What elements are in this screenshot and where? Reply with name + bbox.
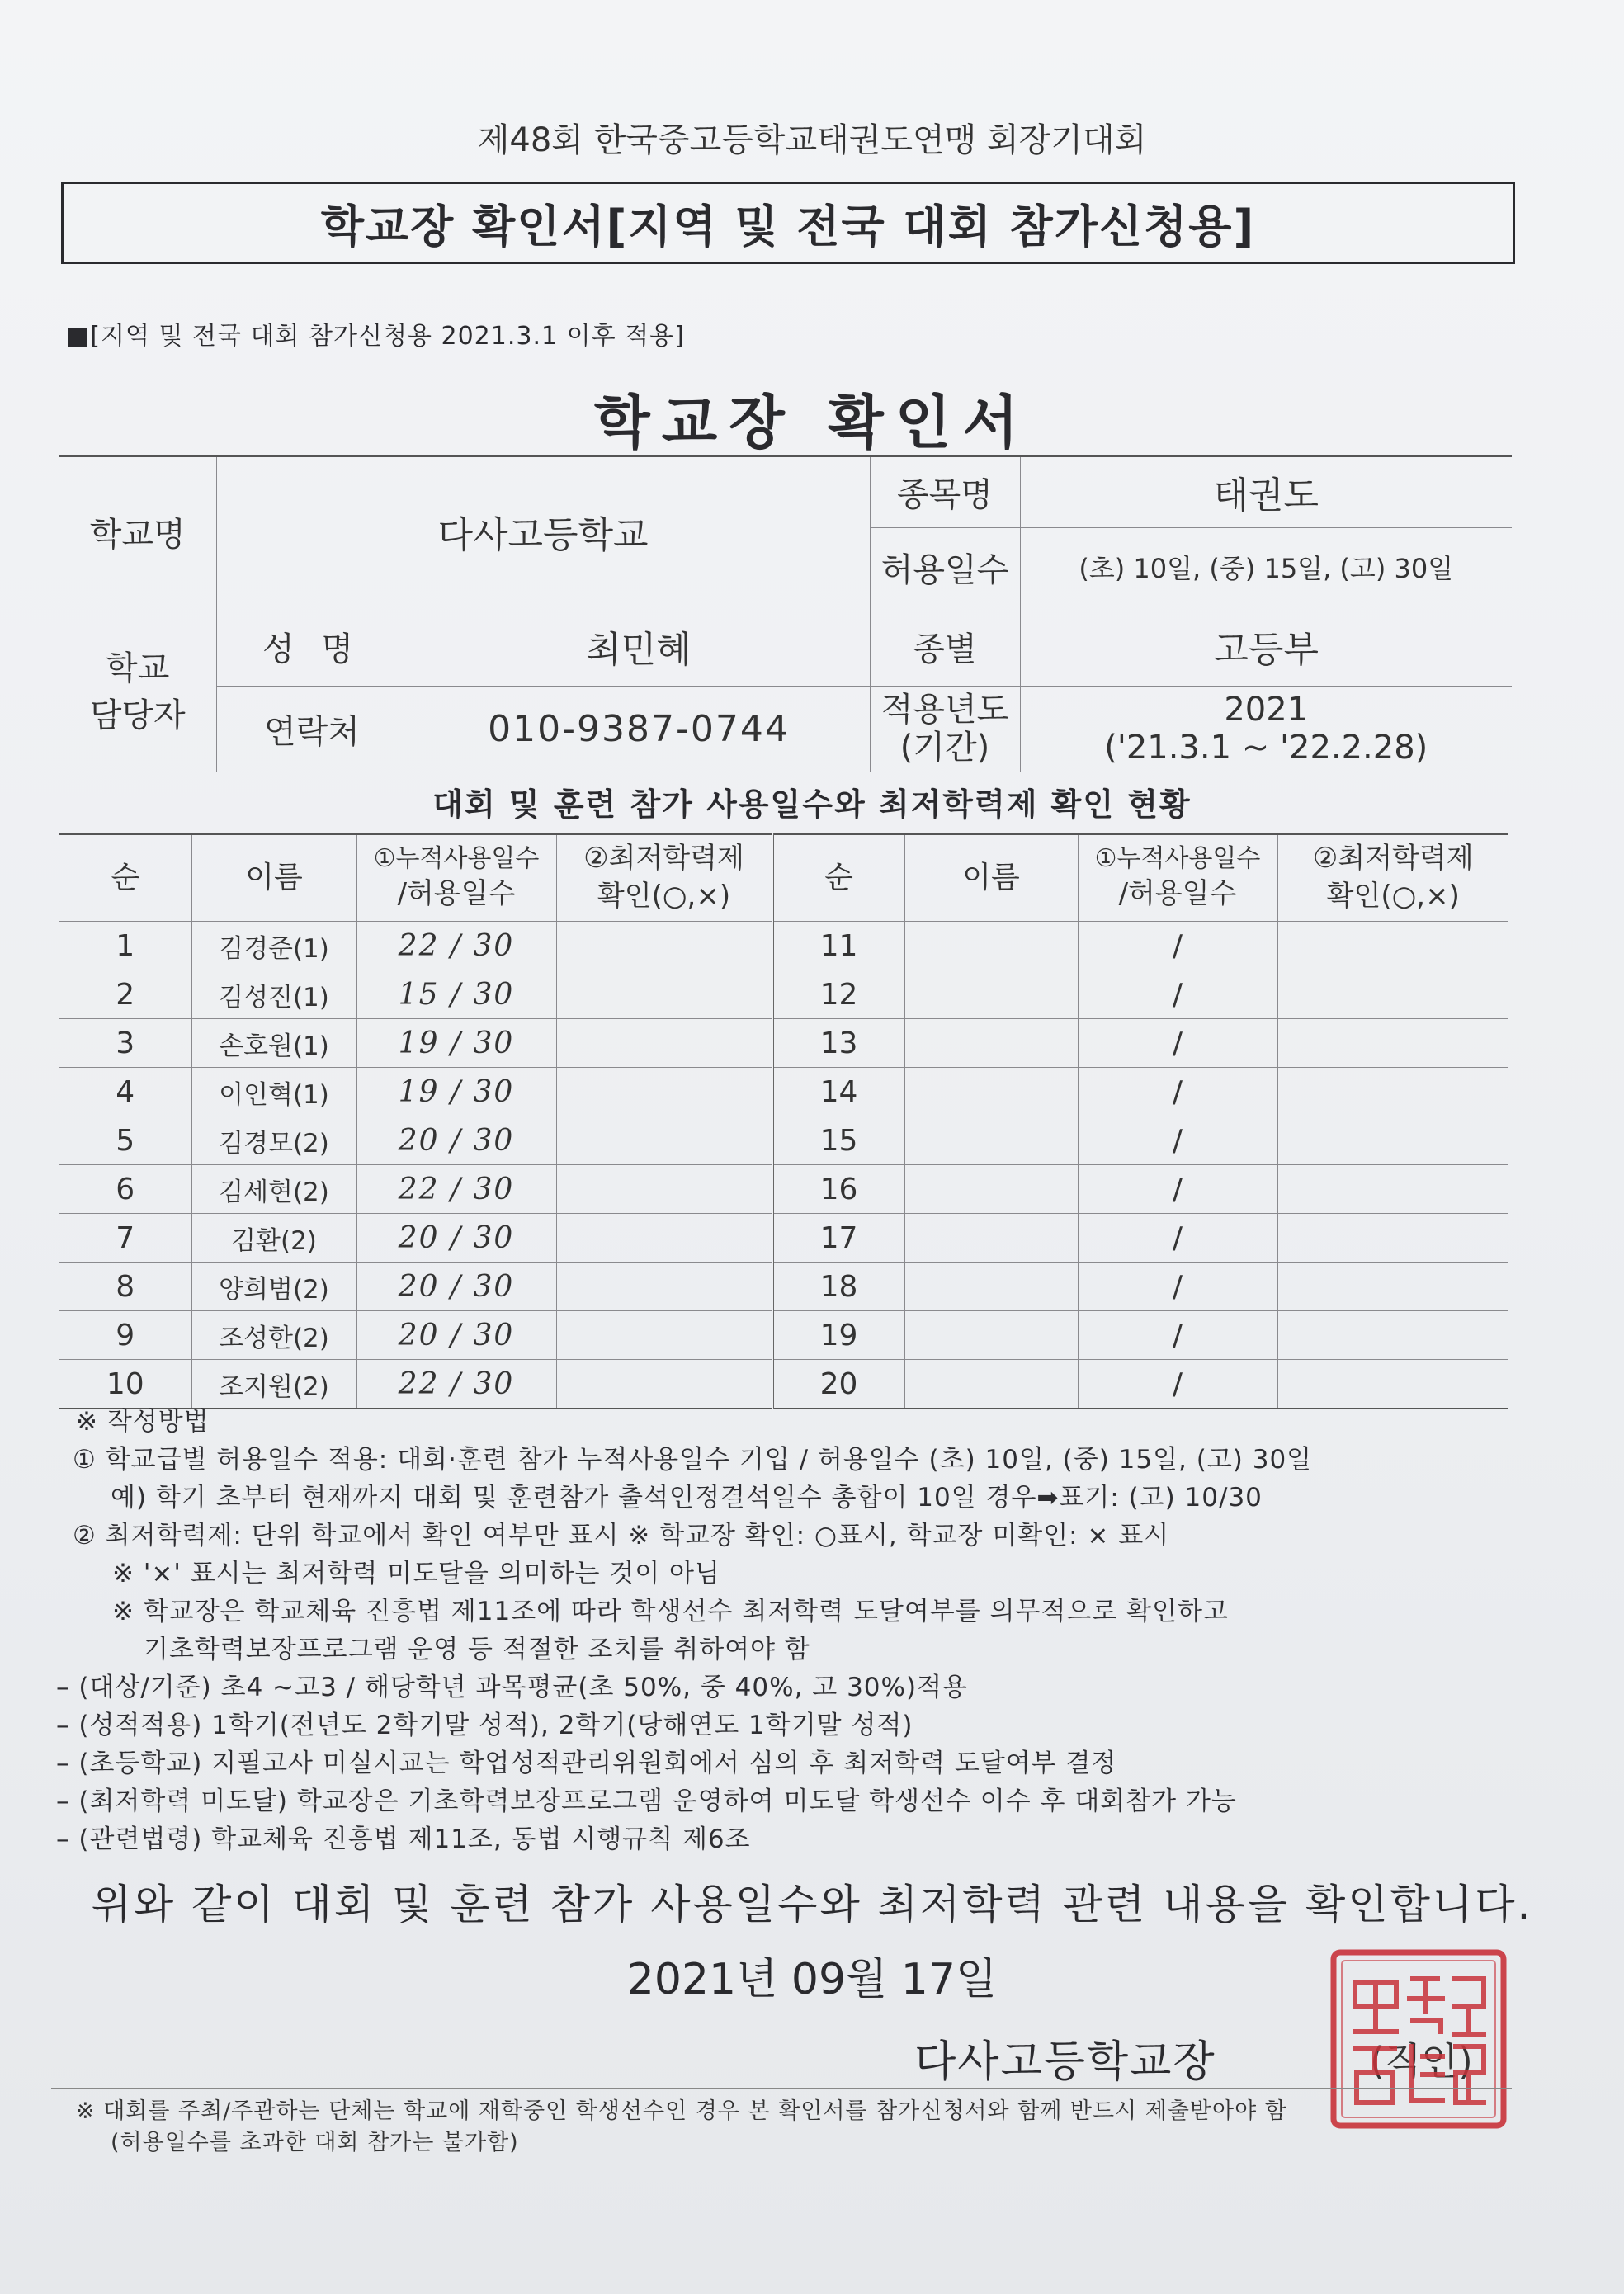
row-number: 3 bbox=[59, 1019, 191, 1068]
days-used: / bbox=[1078, 1263, 1277, 1311]
grade-check bbox=[1277, 1116, 1508, 1165]
table-row bbox=[59, 1311, 1508, 1360]
athlete-name: 조지원(2) bbox=[191, 1360, 356, 1409]
days-used: 20 / 30 bbox=[356, 1116, 556, 1165]
days-used: 20 / 30 bbox=[356, 1311, 556, 1360]
header-no-left: 순 bbox=[59, 834, 191, 922]
athlete-name: 김경준(1) bbox=[191, 922, 356, 970]
grade-check bbox=[1277, 970, 1508, 1019]
header-days-left bbox=[356, 834, 556, 922]
footnote bbox=[76, 2096, 1287, 2159]
header-grade-line1: ②최저학력제 bbox=[1312, 842, 1474, 876]
footnote-line: ※ 대회를 주최/주관하는 단체는 학교에 재학중인 학생선수인 경우 본 확인서를 참가신청서와 함께 반드시 제출받아야 함 bbox=[76, 2098, 1287, 2124]
athlete-name bbox=[904, 1360, 1078, 1409]
row-number: 4 bbox=[59, 1068, 191, 1116]
row-number: 15 bbox=[772, 1116, 904, 1165]
days-used: / bbox=[1078, 1019, 1277, 1068]
athlete-name: 김성진(1) bbox=[191, 970, 356, 1019]
header-grade-line1: ②최저학력제 bbox=[583, 842, 744, 876]
days-used: 20 / 30 bbox=[356, 1263, 556, 1311]
instruction-line: – (대상/기준) 초4 ~고3 / 해당학년 과목평균(초 50%, 중 40%, 고 30%)적용 bbox=[56, 1673, 968, 1702]
footnote-line: (허용일수를 초과한 대회 참가는 불가함) bbox=[111, 2130, 519, 2155]
name-label: 성 명 bbox=[216, 607, 408, 686]
days-used: / bbox=[1078, 1360, 1277, 1409]
days-used: / bbox=[1078, 922, 1277, 970]
instruction-line: ※ '×' 표시는 최저학력 미도달을 의미하는 것이 아님 bbox=[112, 1559, 720, 1588]
athlete-name: 김환(2) bbox=[191, 1214, 356, 1263]
seal-mark-label: (직인) bbox=[1370, 2039, 1473, 2084]
grade-check bbox=[556, 1116, 772, 1165]
instruction-line: – (최저학력 미도달) 학교장은 기초학력보장프로그램 운영하여 미도달 학생선수 이수 후 대회참가 가능 bbox=[56, 1787, 1237, 1816]
row-number: 8 bbox=[59, 1263, 191, 1311]
instruction-line: ① 학교급별 허용일수 적용: 대회·훈련 참가 누적사용일수 기입 / 허용일수 (초) 10일, (중) 15일, (고) 30일 bbox=[73, 1445, 1313, 1475]
athlete-name bbox=[904, 1311, 1078, 1360]
athlete-name: 손호원(1) bbox=[191, 1019, 356, 1068]
issue-date: 2021년 09월 17일 bbox=[626, 1955, 998, 2004]
row-number: 11 bbox=[772, 922, 904, 970]
header-grade-right bbox=[1277, 834, 1508, 922]
header-days-line2: /허용일수 bbox=[1118, 877, 1237, 911]
instruction-line: 예) 학기 초부터 현재까지 대회 및 훈련참가 출석인정결석일수 총합이 10일 경우➡표기: (고) 10/30 bbox=[111, 1483, 1263, 1513]
year-value-line2: ('21.3.1 ~ '22.2.28) bbox=[1104, 729, 1428, 767]
school-name-value: 다사고등학교 bbox=[216, 456, 870, 607]
athlete-name: 조성한(2) bbox=[191, 1311, 356, 1360]
year-value bbox=[1020, 686, 1512, 772]
row-number: 7 bbox=[59, 1214, 191, 1263]
instruction-line: – (초등학교) 지필고사 미실시교는 학업성적관리위원회에서 심의 후 최저학력 도달여부 결정 bbox=[56, 1749, 1117, 1778]
boxed-form-title-text: 학교장 확인서[지역 및 전국 대회 참가신청용] bbox=[320, 200, 1256, 253]
header-name-right: 이름 bbox=[904, 834, 1078, 922]
row-number: 5 bbox=[59, 1116, 191, 1165]
grade-check bbox=[556, 970, 772, 1019]
grade-check bbox=[1277, 1068, 1508, 1116]
table-row bbox=[59, 1068, 1508, 1116]
athlete-name: 김경모(2) bbox=[191, 1116, 356, 1165]
table-row bbox=[59, 922, 1508, 970]
row-number: 2 bbox=[59, 970, 191, 1019]
row-number: 10 bbox=[59, 1360, 191, 1409]
athlete-name bbox=[904, 1165, 1078, 1214]
athlete-name bbox=[904, 922, 1078, 970]
manager-name-value: 최민혜 bbox=[408, 607, 870, 686]
sport-label: 종목명 bbox=[870, 456, 1020, 527]
instruction-line: ※ 학교장은 학교체육 진흥법 제11조에 따라 학생선수 최저학력 도달여부를 의무적으로 확인하고 bbox=[112, 1597, 1229, 1626]
table-row bbox=[59, 1263, 1508, 1311]
official-seal-icon bbox=[1330, 1949, 1507, 2129]
division-value: 고등부 bbox=[1020, 607, 1512, 686]
athlete-name: 이인혁(1) bbox=[191, 1068, 356, 1116]
writing-instructions bbox=[56, 1403, 1512, 1858]
row-number: 13 bbox=[772, 1019, 904, 1068]
instructions-title: ※ 작성방법 bbox=[76, 1407, 210, 1437]
row-number: 16 bbox=[772, 1165, 904, 1214]
grade-check bbox=[556, 1068, 772, 1116]
days-used: 22 / 30 bbox=[356, 1165, 556, 1214]
days-used: 20 / 30 bbox=[356, 1214, 556, 1263]
row-number: 12 bbox=[772, 970, 904, 1019]
school-name-label: 학교명 bbox=[59, 456, 216, 607]
manager-label-line2: 담당자 bbox=[89, 696, 186, 734]
grade-check bbox=[1277, 1019, 1508, 1068]
footer-divider bbox=[51, 2088, 1512, 2089]
principal-title: 다사고등학교장 bbox=[914, 2037, 1216, 2087]
grade-check bbox=[1277, 1214, 1508, 1263]
athlete-name: 김세현(2) bbox=[191, 1165, 356, 1214]
header-days-line2: /허용일수 bbox=[397, 877, 516, 911]
sport-value: 태권도 bbox=[1020, 456, 1512, 527]
athlete-name bbox=[904, 1263, 1078, 1311]
grade-check bbox=[1277, 1165, 1508, 1214]
row-number: 1 bbox=[59, 922, 191, 970]
grade-check bbox=[556, 1263, 772, 1311]
grade-check bbox=[1277, 1263, 1508, 1311]
athlete-name bbox=[904, 1068, 1078, 1116]
header-no-right: 순 bbox=[772, 834, 904, 922]
table-row bbox=[59, 1019, 1508, 1068]
grade-check bbox=[556, 1360, 772, 1409]
header-name-left: 이름 bbox=[191, 834, 356, 922]
grade-check bbox=[556, 1311, 772, 1360]
row-number: 20 bbox=[772, 1360, 904, 1409]
contact-value: 010-9387-0744 bbox=[408, 686, 870, 772]
table-row bbox=[59, 1360, 1508, 1409]
days-used: 19 / 30 bbox=[356, 1019, 556, 1068]
year-label-line1: 적용년도 bbox=[880, 691, 1009, 729]
table-row bbox=[59, 1165, 1508, 1214]
table-row bbox=[59, 1116, 1508, 1165]
applicability-notice: ■[지역 및 전국 대회 참가신청용 2021.3.1 이후 적용] bbox=[66, 322, 685, 351]
boxed-form-title bbox=[61, 182, 1515, 264]
header-days-line1: ①누적사용일수 bbox=[1094, 843, 1261, 873]
document-title: 학교장 확인서 bbox=[593, 389, 1031, 456]
year-label-line2: (기간) bbox=[899, 729, 990, 767]
athlete-name: 양희범(2) bbox=[191, 1263, 356, 1311]
days-used: / bbox=[1078, 1116, 1277, 1165]
header-grade-left bbox=[556, 834, 772, 922]
school-info-table bbox=[59, 455, 1512, 772]
row-number: 17 bbox=[772, 1214, 904, 1263]
days-used: 19 / 30 bbox=[356, 1068, 556, 1116]
section-title: 대회 및 훈련 참가 사용일수와 최저학력제 확인 현황 bbox=[432, 786, 1192, 823]
manager-label-line1: 학교 bbox=[106, 649, 170, 687]
year-value-line1: 2021 bbox=[1224, 691, 1309, 729]
header-days-line1: ①누적사용일수 bbox=[373, 843, 540, 873]
grade-check bbox=[556, 922, 772, 970]
athlete-name bbox=[904, 1214, 1078, 1263]
days-used: 15 / 30 bbox=[356, 970, 556, 1019]
division-label: 종별 bbox=[870, 607, 1020, 686]
table-row bbox=[59, 1214, 1508, 1263]
athlete-name bbox=[904, 1019, 1078, 1068]
grade-check bbox=[556, 1165, 772, 1214]
row-number: 18 bbox=[772, 1263, 904, 1311]
row-number: 9 bbox=[59, 1311, 191, 1360]
header-days-right bbox=[1078, 834, 1277, 922]
allowed-days-label: 허용일수 bbox=[870, 527, 1020, 607]
confirmation-statement: 위와 같이 대회 및 훈련 참가 사용일수와 최저학력 관련 내용을 확인합니다. bbox=[91, 1881, 1533, 1928]
grade-check bbox=[1277, 1360, 1508, 1409]
days-used: / bbox=[1078, 1068, 1277, 1116]
days-used: / bbox=[1078, 1165, 1277, 1214]
table-row bbox=[59, 970, 1508, 1019]
row-number: 6 bbox=[59, 1165, 191, 1214]
row-number: 19 bbox=[772, 1311, 904, 1360]
instruction-line: – (관련법령) 학교체육 진흥법 제11조, 동법 시행규칙 제6조 bbox=[56, 1824, 751, 1854]
days-used: 22 / 30 bbox=[356, 1360, 556, 1409]
days-used: / bbox=[1078, 970, 1277, 1019]
manager-label bbox=[59, 607, 216, 772]
row-number: 14 bbox=[772, 1068, 904, 1116]
grade-check bbox=[1277, 922, 1508, 970]
year-label bbox=[870, 686, 1020, 772]
athlete-name bbox=[904, 970, 1078, 1019]
days-used: / bbox=[1078, 1311, 1277, 1360]
days-used: 22 / 30 bbox=[356, 922, 556, 970]
grade-check bbox=[1277, 1311, 1508, 1360]
instruction-line: – (성적적용) 1학기(전년도 2학기말 성적), 2학기(당해연도 1학기말 성적) bbox=[56, 1711, 914, 1740]
event-title: 제48회 한국중고등학교태권도연맹 회장기대회 bbox=[477, 121, 1147, 159]
roster-table bbox=[59, 833, 1508, 1409]
grade-check bbox=[556, 1019, 772, 1068]
header-grade-line2: 확인(○,×) bbox=[1326, 880, 1460, 913]
allowed-days-value: (초) 10일, (중) 15일, (고) 30일 bbox=[1020, 527, 1512, 607]
days-used: / bbox=[1078, 1214, 1277, 1263]
grade-check bbox=[556, 1214, 772, 1263]
header-grade-line2: 확인(○,×) bbox=[597, 880, 731, 913]
athlete-name bbox=[904, 1116, 1078, 1165]
instruction-line: 기초학력보장프로그램 운영 등 적절한 조치를 취하여야 함 bbox=[144, 1635, 810, 1664]
instruction-line: ② 최저학력제: 단위 학교에서 확인 여부만 표시 ※ 학교장 확인: ○표시, 학교장 미확인: × 표시 bbox=[73, 1521, 1170, 1551]
contact-label: 연락처 bbox=[216, 686, 408, 772]
